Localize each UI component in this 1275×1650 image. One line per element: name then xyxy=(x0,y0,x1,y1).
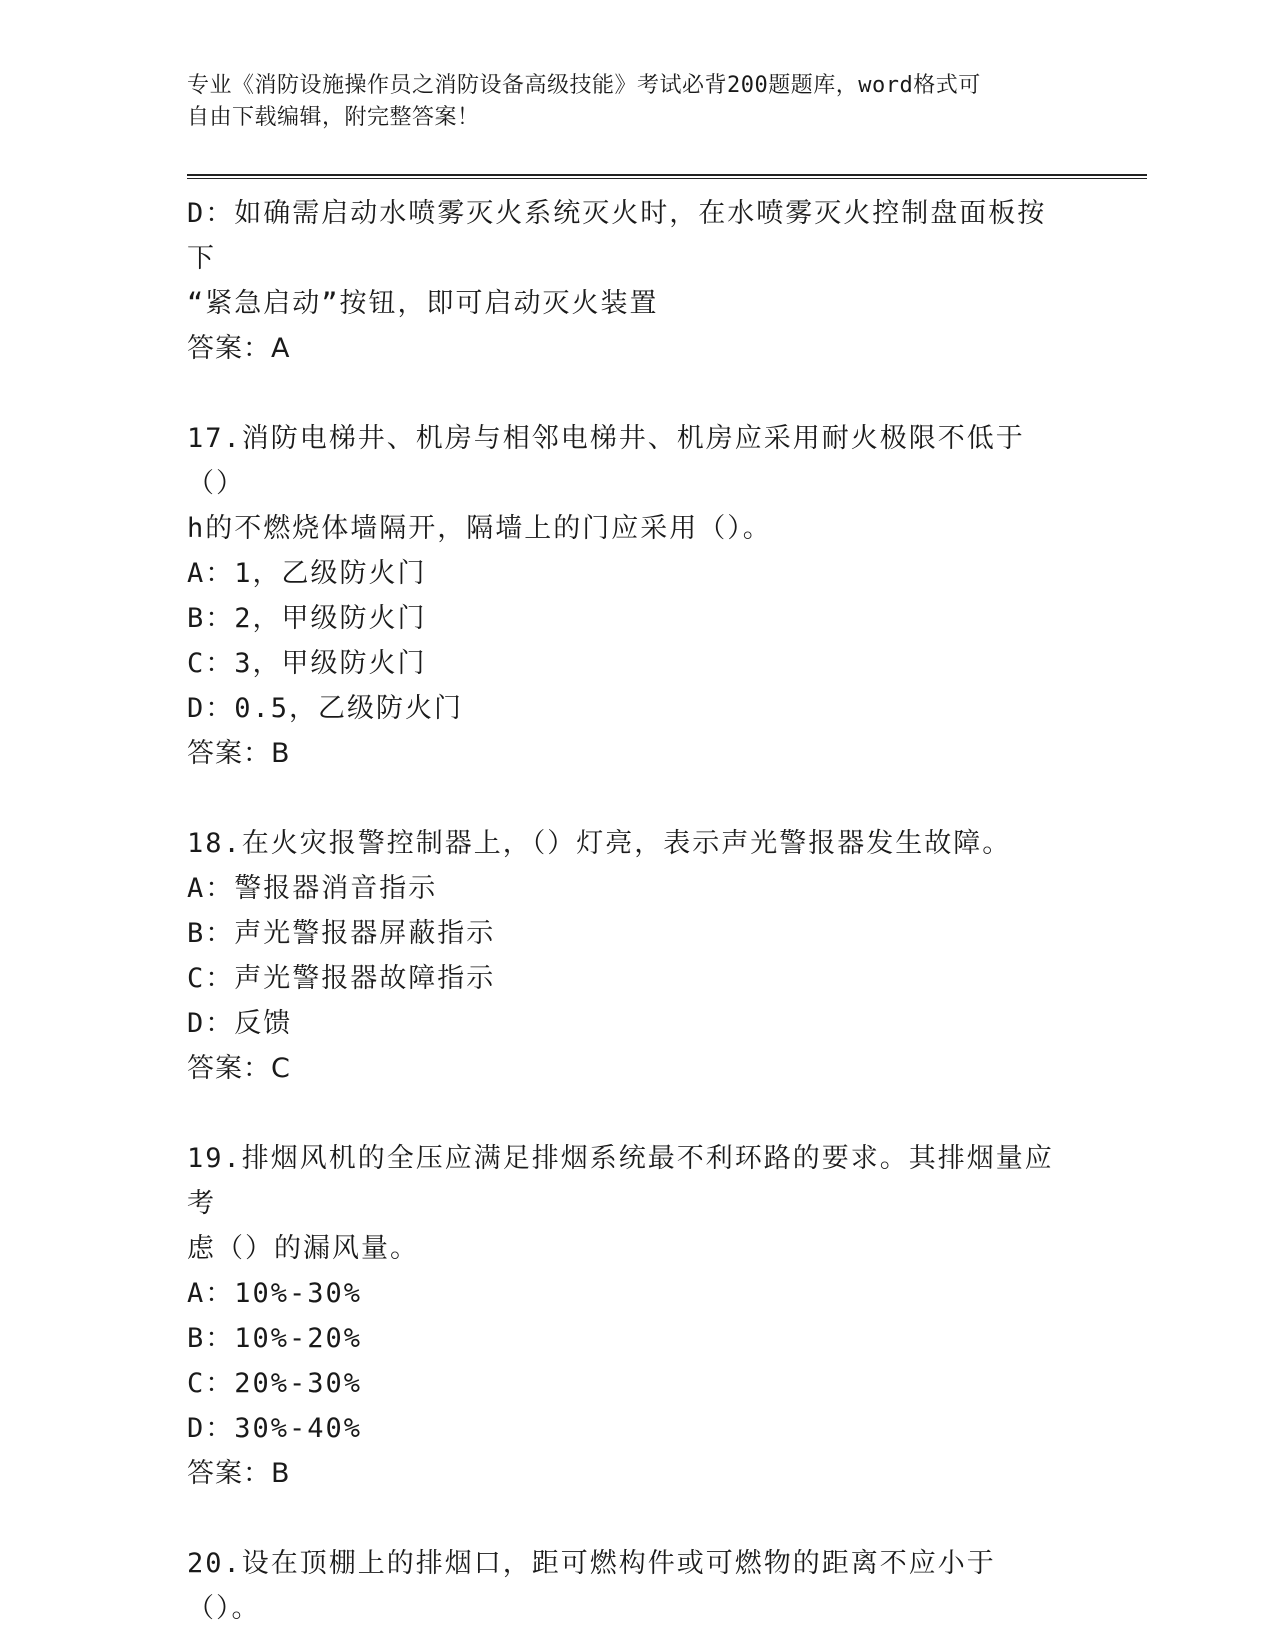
question-19-option-c: C：20%-30% xyxy=(187,1368,363,1399)
question-17-option-b: B：2，甲级防火门 xyxy=(187,603,427,634)
question-18-option-a: A：警报器消音指示 xyxy=(187,873,438,904)
spacer xyxy=(187,1496,1147,1541)
question-19-option-d: D：30%-40% xyxy=(187,1413,363,1444)
header-divider xyxy=(187,174,1147,179)
option-d-line-1: D：如确需启动水喷雾灭火系统灭火时，在水喷雾灭火控制盘面板按下 xyxy=(187,198,1047,274)
header-line-2: 自由下载编辑，附完整答案！ xyxy=(187,105,480,130)
question-19-line-1: 19.排烟风机的全压应满足排烟系统最不利环路的要求。其排烟量应考 xyxy=(187,1143,1054,1219)
question-17-line-1: 17.消防电梯井、机房与相邻电梯井、机房应采用耐火极限不低于（） xyxy=(187,423,1025,499)
header-line-1: 专业《消防设施操作员之消防设备高级技能》考试必背200题题库，word格式可 xyxy=(187,73,981,98)
question-19-option-b: B：10%-20% xyxy=(187,1323,363,1354)
question-18-line-1: 18.在火灾报警控制器上，（）灯亮，表示声光警报器发生故障。 xyxy=(187,828,1012,859)
question-19-option-a: A：10%-30% xyxy=(187,1278,363,1309)
question-19-line-2: 虑（）的漏风量。 xyxy=(187,1233,419,1264)
question-18-option-d: D：反馈 xyxy=(187,1008,293,1039)
answer-19: 答案：B xyxy=(187,1458,291,1489)
document-body xyxy=(187,191,1147,1631)
spacer xyxy=(187,776,1147,821)
option-d-line-2: “紧急启动”按钮，即可启动灭火装置 xyxy=(187,288,659,319)
answer-18: 答案：C xyxy=(187,1053,291,1084)
question-17-option-a: A：1，乙级防火门 xyxy=(187,558,427,589)
question-17-line-2: h的不燃烧体墙隔开，隔墙上的门应采用（）。 xyxy=(187,513,772,544)
question-17-option-d: D：0.5，乙级防火门 xyxy=(187,693,464,724)
question-18-option-b: B：声光警报器屏蔽指示 xyxy=(187,918,496,949)
question-17-option-c: C：3，甲级防火门 xyxy=(187,648,427,679)
spacer xyxy=(187,1091,1147,1136)
document-page xyxy=(187,70,1147,1631)
question-18-option-c: C：声光警报器故障指示 xyxy=(187,963,496,994)
document-header xyxy=(187,70,1067,134)
answer-16: 答案：A xyxy=(187,333,291,364)
answer-17: 答案：B xyxy=(187,738,291,769)
question-20-line-1: 20.设在顶棚上的排烟口，距可燃构件或可燃物的距离不应小于（）。 xyxy=(187,1548,996,1624)
spacer xyxy=(187,371,1147,416)
